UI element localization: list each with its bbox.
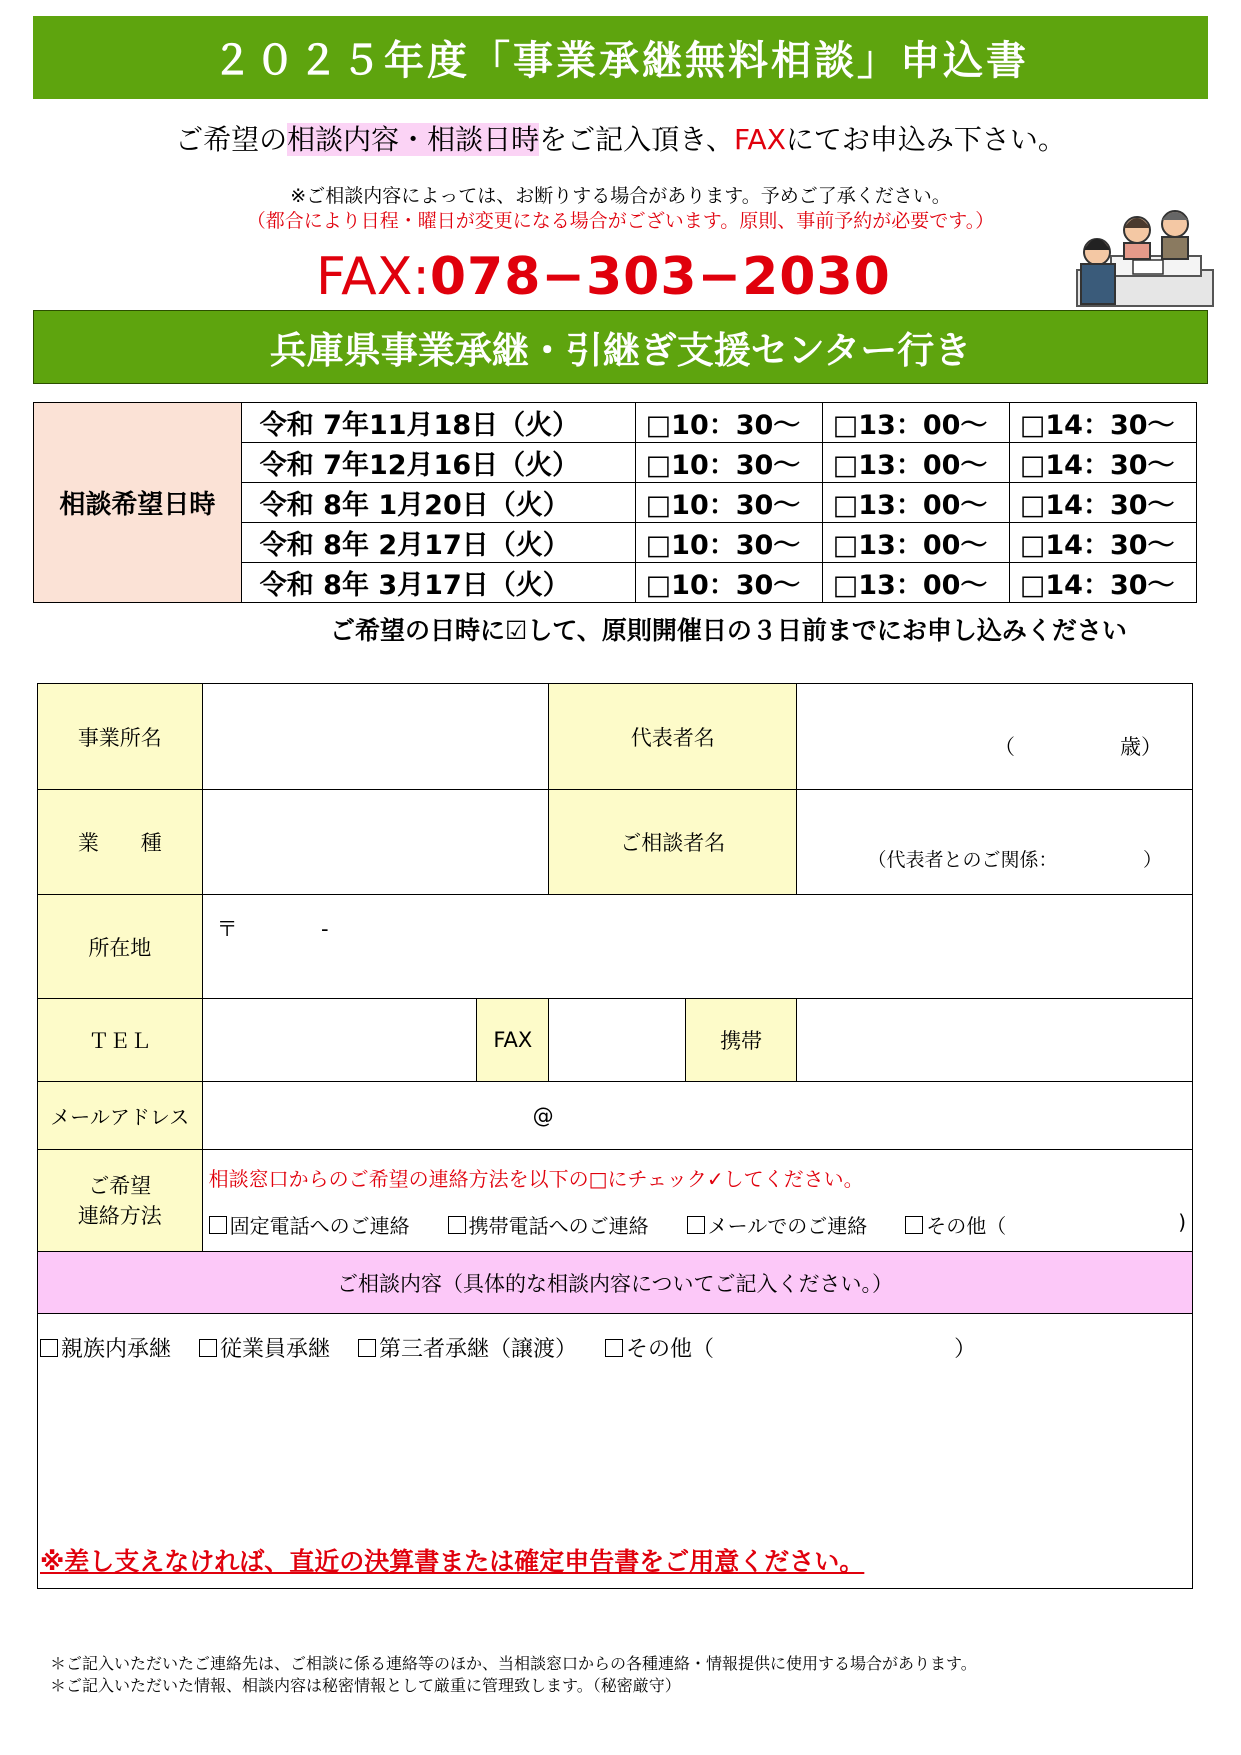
schedule-date: 令和 8年 3月17日（火）: [241, 563, 635, 603]
intro-pre: ご希望の: [175, 123, 288, 156]
form-row: [38, 1314, 1193, 1589]
industry-field[interactable]: [202, 790, 549, 895]
intro-post: にてお申込み下さい。: [785, 123, 1066, 156]
tel-field[interactable]: [202, 999, 477, 1082]
content-field[interactable]: [38, 1314, 1193, 1589]
slot-checkbox[interactable]: □14：30〜: [1009, 443, 1196, 483]
form-row: [38, 895, 1193, 999]
form-row: [38, 1150, 1193, 1252]
consultant-label: ご相談者名: [549, 790, 797, 895]
content-option-employee[interactable]: [199, 1332, 330, 1363]
schedule-label: 相談希望日時: [34, 403, 242, 603]
relation-text: （代表者とのご関係： ）: [867, 849, 1162, 871]
contact-instruction: 相談窓口からのご希望の連絡方法を以下の□にチェック✓してください。: [208, 1166, 864, 1191]
documents-warning: ※差し支えなければ、直近の決算書または確定申告書をご用意ください。: [40, 1547, 865, 1576]
slot-checkbox[interactable]: □14：30〜: [1009, 403, 1196, 443]
contact-method-label: [38, 1150, 203, 1252]
content-option-label: 従業員承継: [220, 1337, 331, 1362]
content-option-label: 親族内承継: [61, 1337, 172, 1362]
contact-option-label: その他（: [926, 1213, 1007, 1238]
address-field[interactable]: [202, 895, 1192, 999]
contact-label-line1: ご希望: [88, 1173, 152, 1198]
slot-checkbox[interactable]: □10：30〜: [635, 483, 822, 523]
form-row: [38, 684, 1193, 790]
content-other-close: ）: [954, 1337, 977, 1362]
slot-checkbox[interactable]: □13：00〜: [822, 443, 1009, 483]
schedule-date: 令和 7年12月16日（火）: [241, 443, 635, 483]
destination-banner: [33, 310, 1208, 384]
content-option-label: その他（: [626, 1337, 715, 1362]
schedule-row: [34, 403, 1197, 443]
mobile-label: 携帯: [685, 999, 796, 1081]
contact-label-line2: 連絡方法: [77, 1203, 162, 1228]
slot-checkbox[interactable]: □13：00〜: [822, 483, 1009, 523]
contact-option-landline[interactable]: [209, 1210, 410, 1239]
checkbox-icon: [358, 1339, 376, 1357]
slot-checkbox[interactable]: □14：30〜: [1009, 523, 1196, 563]
checkbox-icon: [687, 1216, 705, 1234]
schedule-table: [33, 402, 1197, 603]
checkbox-icon: [209, 1216, 227, 1234]
slot-checkbox[interactable]: □10：30〜: [635, 403, 822, 443]
fax-field[interactable]: [549, 999, 797, 1082]
content-header: ご相談内容（具体的な相談内容についてご記入ください。）: [38, 1252, 1193, 1314]
contact-option-label: メールでのご連絡: [707, 1213, 868, 1238]
schedule-date: 令和 7年11月18日（火）: [241, 403, 635, 443]
content-option-family[interactable]: [40, 1332, 171, 1363]
age-text: （ 歳）: [994, 735, 1162, 759]
contact-method-field: [202, 1150, 1192, 1252]
contact-option-label: 携帯電話へのご連絡: [468, 1213, 649, 1238]
slot-checkbox[interactable]: □14：30〜: [1009, 483, 1196, 523]
form-row: [38, 1082, 1193, 1150]
checkbox-icon: [605, 1339, 623, 1357]
contact-option-other[interactable]: [905, 1210, 1186, 1239]
postal-dash: -: [321, 917, 329, 941]
slot-checkbox[interactable]: □10：30〜: [635, 443, 822, 483]
content-options: [38, 1314, 1192, 1363]
checkbox-icon: [199, 1339, 217, 1357]
content-option-other[interactable]: [605, 1332, 976, 1363]
schedule-date: 令和 8年 2月17日（火）: [241, 523, 635, 563]
slot-checkbox[interactable]: □13：00〜: [822, 403, 1009, 443]
slot-checkbox[interactable]: □10：30〜: [635, 563, 822, 603]
schedule-note: ご希望の日時に☑して、原則開催日の３日前までにお申し込みください: [330, 616, 1127, 645]
schedule-change-note: （都合により日程・曜日が変更になる場合がございます。原則、事前予約が必要です。）: [246, 210, 995, 232]
schedule-date: 令和 8年 1月20日（火）: [241, 483, 635, 523]
email-label: メールアドレス: [38, 1082, 203, 1150]
content-option-label: 第三者承継（譲渡）: [379, 1337, 578, 1362]
intro-fax: FAX: [734, 123, 786, 156]
footnote: ＊ご記入いただいたご連絡先は、ご相談に係る連絡等のほか、当相談窓口からの各種連絡・情報提供に使用する場合があります。: [50, 1654, 977, 1673]
footnotes: [50, 1653, 977, 1697]
email-field[interactable]: [202, 1082, 1192, 1150]
representative-field[interactable]: [797, 684, 1193, 790]
slot-checkbox[interactable]: □13：00〜: [822, 563, 1009, 603]
fax-number: 078−303−2030: [429, 247, 891, 307]
mobile-field[interactable]: [797, 999, 1193, 1082]
fax-label: FAX: [477, 999, 549, 1082]
application-form: [37, 683, 1193, 1589]
tel-label: ＴＥＬ: [38, 999, 203, 1082]
slot-checkbox[interactable]: □14：30〜: [1009, 563, 1196, 603]
consultation-illustration-icon: [1075, 200, 1215, 310]
intro-text: [0, 118, 1241, 158]
representative-label: 代表者名: [549, 684, 797, 790]
industry-label: 業 種: [38, 790, 203, 895]
slot-checkbox[interactable]: □10：30〜: [635, 523, 822, 563]
checkbox-icon: [905, 1216, 923, 1234]
contact-other-close: ): [1178, 1209, 1186, 1234]
page-title-text: ２０２５年度「事業承継無料相談」申込書: [212, 38, 1029, 84]
checkbox-icon: [40, 1339, 58, 1357]
destination-text: 兵庫県事業承継・引継ぎ支援センター行き: [269, 329, 972, 372]
at-sign: @: [532, 1103, 554, 1128]
form-row: [38, 790, 1193, 895]
contact-option-email[interactable]: [687, 1210, 868, 1239]
company-label: 事業所名: [38, 684, 203, 790]
contact-option-mobile[interactable]: [448, 1210, 649, 1239]
contact-options: [209, 1210, 1186, 1239]
contact-option-label: 固定電話へのご連絡: [229, 1213, 410, 1238]
intro-highlight: 相談内容・相談日時: [287, 123, 540, 156]
intro-mid: をご記入頂き、: [539, 123, 735, 156]
company-field[interactable]: [202, 684, 549, 790]
consultant-field[interactable]: [797, 790, 1193, 895]
checkbox-icon: [448, 1216, 466, 1234]
form-row: [38, 1252, 1193, 1314]
fax-number-line: [316, 247, 891, 307]
address-label: 所在地: [38, 895, 203, 999]
footnote: ＊ご記入いただいた情報、相談内容は秘密情報として厳重に管理致します。（秘密厳守）: [50, 1676, 681, 1695]
form-row: [38, 999, 1193, 1082]
refusal-note: ※ご相談内容によっては、お断りする場合があります。予めご了承ください。: [290, 185, 951, 207]
postal-mark: 〒: [216, 917, 238, 941]
slot-checkbox[interactable]: □13：00〜: [822, 523, 1009, 563]
fax-prefix: FAX:: [316, 247, 430, 307]
content-option-third-party[interactable]: [358, 1332, 577, 1363]
page-title: [33, 16, 1208, 99]
